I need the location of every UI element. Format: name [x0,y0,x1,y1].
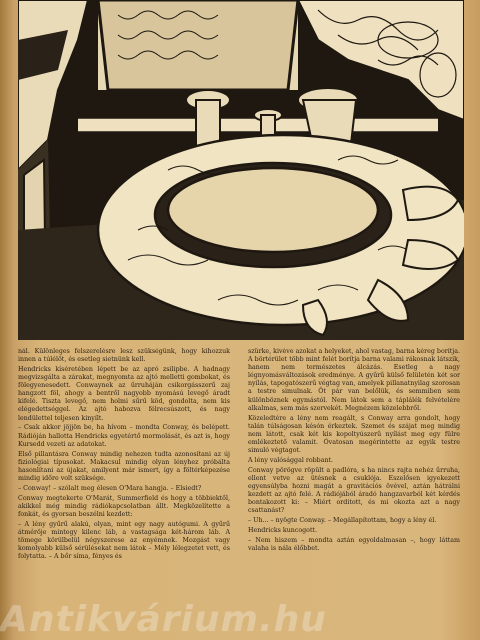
paragraph: nál. Különleges felszerelésre lesz szükségünk, hogy kihozzuk innen a túlélőt, és esetleg sietnünk kell. [18,348,230,364]
paragraph: szürke, kivéve azokat a helyeket, ahol vastag, barna kéreg borítja. A börtérület több mint felét borítja barna valami rákosnak látszik, hanem nem természetes álcázás. Esetleg a nagy légnyomásváltozások eredménye. A gyűrű külső felületén két sor nyílás, tapogatószerű végtag van, amelyek pillanatnyilag szorosan a testre simulnak. Öt pár van belőlük, és semmiben sem különböznek egymástól. Nem látok sem a táplálék felvételére alkalmas, sem más szervekét. Megnézem közelebbről. [248,348,460,412]
paragraph: Hendricks kuncogott. [248,526,318,534]
paragraph: Közeledtére a lény nem reagált, s Conway arra gondolt, hogy talán túlságosan késón érkeztek. Szemet és szájat meg mindig nem látott, csak két kis kopoltyúszerű nyílást meg egy fülre emlékeztető valamit. Óvatosan megérintette az egyik testre simuló végtagot. [248,414,460,454]
paragraph: – Csak akkor jöjjön be, ha hívom – mondta Conway, és belépett. Rádióján hallotta Hendricks egyetértő mormolását, és azt is, hogy Kursedd vezeti az adatokat. [18,424,230,448]
text-column-left [18,348,230,640]
article-text [14,348,466,640]
paragraph: Conway megtekerte O'Marát, Summerfield és hogy a többiektől, akikkel még mindig rádiókapcsolatban állt. Megközelítette a fonkát, és gyorsan beszélni kezdett: [18,494,230,518]
illustration-drawing [18,0,464,340]
paragraph: Conway pörögve röpült a padlóra, s ha nincs rajta nehéz űrruha, ellent vetve az ütésnek a csuklója. Eszelősen igyekezett egyensúlyba hozni magát a gravitációs övével, aztán hátrálni kezdett az ajtó felé. A rádiójából áradó hangzavarból két kérdés bontakozott ki: – Miért orditott, és mi okozta azt a nagy csattanást? [248,466,460,515]
comic-illustration [18,0,464,340]
watermark: Antikvárium.hu [0,600,327,640]
paragraph: Hendricks kíséretében lépett be az apró zsilipbe. A hadnagy megvizsgálta a zárakat, megnyomta az ajtó melletti gombokat, és fölegyenesedett. Conwaynek az űrruháján csikorgásszerű zaj hangzott föl, ahogy a bentről nagyobb nyomású levegő áradt kifelé. Tiszta levegő, nem holmi sűrű köd, gondolta, nem kis elégedettséggel. Az ajtó habozva félrecsúszott, és nagy lendülettel teljesen kinyílt. [18,365,230,422]
paragraph: A lény valósággal robbant. [248,456,334,464]
paragraph: – Conway! – szólalt meg élesen O'Mara hangja. – Elsiedt? [18,484,202,492]
paragraph: – A lény gyűrű alakú, olyan, mint egy nagy autógumi. A gyűrű átmérője mintegy kilenc láb, a vastagsága két-három láb. A tömege körülbelül négyszerese az enyémnek. Mozgást vagy komolyabb külső sérülésekat nem látok – Mély lélegzetet vett, és folytatta. – A bőr síma, fényes és [18,520,230,561]
text-column-right [248,348,460,640]
paragraph: – Uh... – nyögte Conway. – Megállapítottam, hogy a lény él. [248,517,437,525]
paragraph: – Nem hiszem – mondta aztán egyoldalmasan –, hogy láttam valaha is nála élőbbet. [248,536,460,552]
paragraph: Első pillantásra Conway mindig nehezen tudta azonosítani az új fiziológiai típusokat. Makacsul mindig olyan lényhez próbálta hasonlítani az újakat, amilyent már ismert, így a föltérképezése mindig időre volt szüksége. [18,450,230,482]
